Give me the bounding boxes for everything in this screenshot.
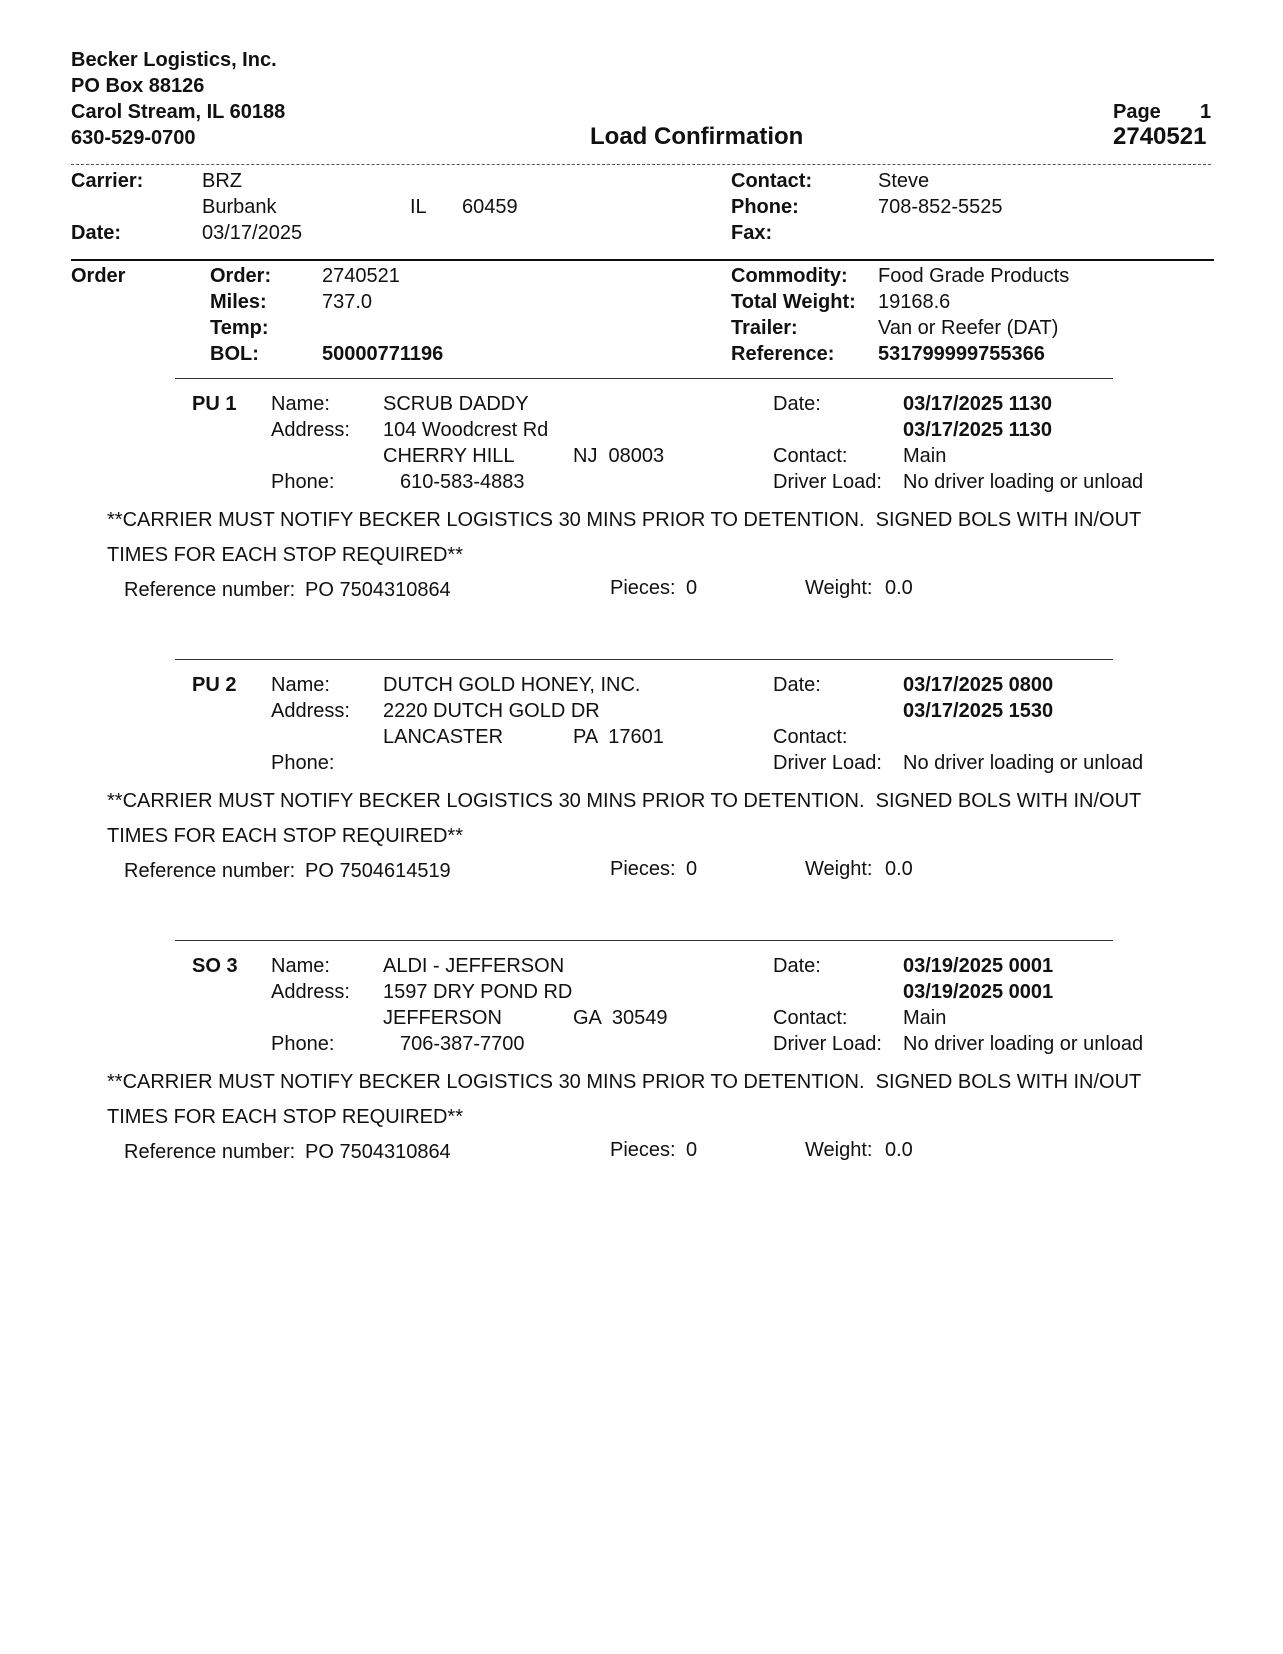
stop-pieces-label: Pieces: (610, 858, 676, 880)
stop-address: 1597 DRY POND RD (383, 981, 573, 1003)
stop-contact: Main (903, 445, 947, 467)
stop-notice-line2: TIMES FOR EACH STOP REQUIRED** (107, 825, 463, 847)
stop-reference: PO 7504310864 (305, 1141, 451, 1163)
stop-divider (175, 659, 1113, 660)
stop-name: ALDI - JEFFERSON (383, 955, 565, 977)
stop-pieces: 0 (686, 1139, 698, 1161)
stop-pieces-label: Pieces: (610, 1139, 676, 1161)
header-divider (71, 164, 1211, 165)
stop-notice-line1: **CARRIER MUST NOTIFY BECKER LOGISTICS 30 MINS PRIOR TO DETENTION. SIGNED BOLS WITH IN/OUT (107, 1071, 1142, 1093)
stop-weight: 0.0 (885, 1139, 913, 1161)
stop-address-label: Address: (271, 700, 350, 722)
stop-code: PU 1 (192, 393, 237, 415)
total-weight-label: Total Weight: (731, 291, 856, 313)
carrier-date-label: Date: (71, 222, 122, 244)
page-number: 1 (1200, 101, 1212, 123)
stop-pieces: 0 (686, 858, 698, 880)
stop-phone-label: Phone: (271, 1033, 335, 1055)
stop-phone-label: Phone: (271, 471, 335, 493)
stop-state-zip: GA 30549 (573, 1007, 668, 1029)
stop-address-label: Address: (271, 981, 350, 1003)
stop-date-end: 03/19/2025 0001 (903, 981, 1054, 1003)
stop-contact: Main (903, 1007, 947, 1029)
stop-driver-load: No driver loading or unload (903, 471, 1144, 493)
stop-divider (175, 940, 1113, 941)
company-phone: 630-529-0700 (71, 127, 196, 149)
carrier-state: IL (410, 196, 427, 218)
stop-reference-label: Reference number: (124, 860, 296, 882)
stop-name-label: Name: (271, 393, 330, 415)
order-number: 2740521 (322, 265, 400, 287)
stop-city: JEFFERSON (383, 1007, 502, 1029)
commodity-label: Commodity: (731, 265, 848, 287)
stop-name-label: Name: (271, 955, 330, 977)
stop-driver-load-label: Driver Load: (773, 1033, 882, 1055)
stop-weight: 0.0 (885, 858, 913, 880)
stop-weight-label: Weight: (805, 858, 873, 880)
trailer-value: Van or Reefer (DAT) (878, 317, 1059, 339)
stop-date-label: Date: (773, 393, 821, 415)
company-name: Becker Logistics, Inc. (71, 49, 277, 71)
carrier-date: 03/17/2025 (202, 222, 303, 244)
stop-date-label: Date: (773, 955, 821, 977)
stop-city: LANCASTER (383, 726, 504, 748)
stop-reference: PO 7504614519 (305, 860, 451, 882)
header-order-number: 2740521 (1113, 123, 1207, 150)
carrier-contact-label: Contact: (731, 170, 813, 192)
stop-date-end: 03/17/2025 1130 (903, 419, 1053, 441)
stop-contact-label: Contact: (773, 1007, 848, 1029)
carrier-name: BRZ (202, 170, 242, 192)
carrier-zip: 60459 (462, 196, 518, 218)
stop-notice-line1: **CARRIER MUST NOTIFY BECKER LOGISTICS 30 MINS PRIOR TO DETENTION. SIGNED BOLS WITH IN/OUT (107, 509, 1142, 531)
stop-notice-line2: TIMES FOR EACH STOP REQUIRED** (107, 544, 463, 566)
stop-driver-load: No driver loading or unload (903, 752, 1144, 774)
stop-pieces-label: Pieces: (610, 577, 676, 599)
stop-code: PU 2 (192, 674, 237, 696)
stop-contact-label: Contact: (773, 726, 848, 748)
stop-driver-load: No driver loading or unload (903, 1033, 1144, 1055)
stop-name: DUTCH GOLD HONEY, INC. (383, 674, 641, 696)
trailer-label: Trailer: (731, 317, 798, 339)
miles-label: Miles: (210, 291, 267, 313)
order-divider (175, 378, 1113, 379)
stop-state-zip: PA 17601 (573, 726, 664, 748)
stop-name-label: Name: (271, 674, 330, 696)
stop-notice-line1: **CARRIER MUST NOTIFY BECKER LOGISTICS 30 MINS PRIOR TO DETENTION. SIGNED BOLS WITH IN/OUT (107, 790, 1142, 812)
stop-reference: PO 7504310864 (305, 579, 451, 601)
stop-date-end: 03/17/2025 1530 (903, 700, 1054, 722)
stop-date-start: 03/19/2025 0001 (903, 955, 1054, 977)
stop-code: SO 3 (192, 955, 238, 977)
stop-pieces: 0 (686, 577, 698, 599)
stop-state-zip: NJ 08003 (573, 445, 665, 467)
bol-number: 50000771196 (322, 343, 444, 365)
stop-address: 2220 DUTCH GOLD DR (383, 700, 600, 722)
page-label: Page (1113, 101, 1161, 123)
stop-weight-label: Weight: (805, 1139, 873, 1161)
carrier-phone-label: Phone: (731, 196, 799, 218)
reference-value: 531799999755366 (878, 343, 1045, 365)
stop-reference-label: Reference number: (124, 579, 296, 601)
stop-phone: 610-583-4883 (400, 471, 525, 493)
carrier-fax-label: Fax: (731, 222, 773, 244)
stop-address-label: Address: (271, 419, 350, 441)
stop-weight: 0.0 (885, 577, 913, 599)
reference-label: Reference: (731, 343, 835, 365)
stop-date-label: Date: (773, 674, 821, 696)
stop-notice-line2: TIMES FOR EACH STOP REQUIRED** (107, 1106, 463, 1128)
carrier-divider (71, 259, 1214, 261)
company-address-line2: Carol Stream, IL 60188 (71, 101, 286, 123)
stop-date-start: 03/17/2025 0800 (903, 674, 1054, 696)
company-address-line1: PO Box 88126 (71, 75, 205, 97)
stop-city: CHERRY HILL (383, 445, 515, 467)
stop-driver-load-label: Driver Load: (773, 752, 882, 774)
stop-name: SCRUB DADDY (383, 393, 529, 415)
stop-date-start: 03/17/2025 1130 (903, 393, 1053, 415)
carrier-label: Carrier: (71, 170, 144, 192)
stop-phone-label: Phone: (271, 752, 335, 774)
commodity-value: Food Grade Products (878, 265, 1070, 287)
document-title: Load Confirmation (590, 123, 804, 150)
stop-driver-load-label: Driver Load: (773, 471, 882, 493)
temp-label: Temp: (210, 317, 269, 339)
stop-phone: 706-387-7700 (400, 1033, 525, 1055)
stop-reference-label: Reference number: (124, 1141, 296, 1163)
carrier-phone: 708-852-5525 (878, 196, 1003, 218)
carrier-city: Burbank (202, 196, 277, 218)
carrier-contact: Steve (878, 170, 930, 192)
order-section-label: Order (71, 265, 126, 287)
total-weight-value: 19168.6 (878, 291, 951, 313)
bol-label: BOL: (210, 343, 259, 365)
stop-address: 104 Woodcrest Rd (383, 419, 549, 441)
order-label: Order: (210, 265, 272, 287)
stop-contact-label: Contact: (773, 445, 848, 467)
miles-value: 737.0 (322, 291, 373, 313)
stop-weight-label: Weight: (805, 577, 873, 599)
